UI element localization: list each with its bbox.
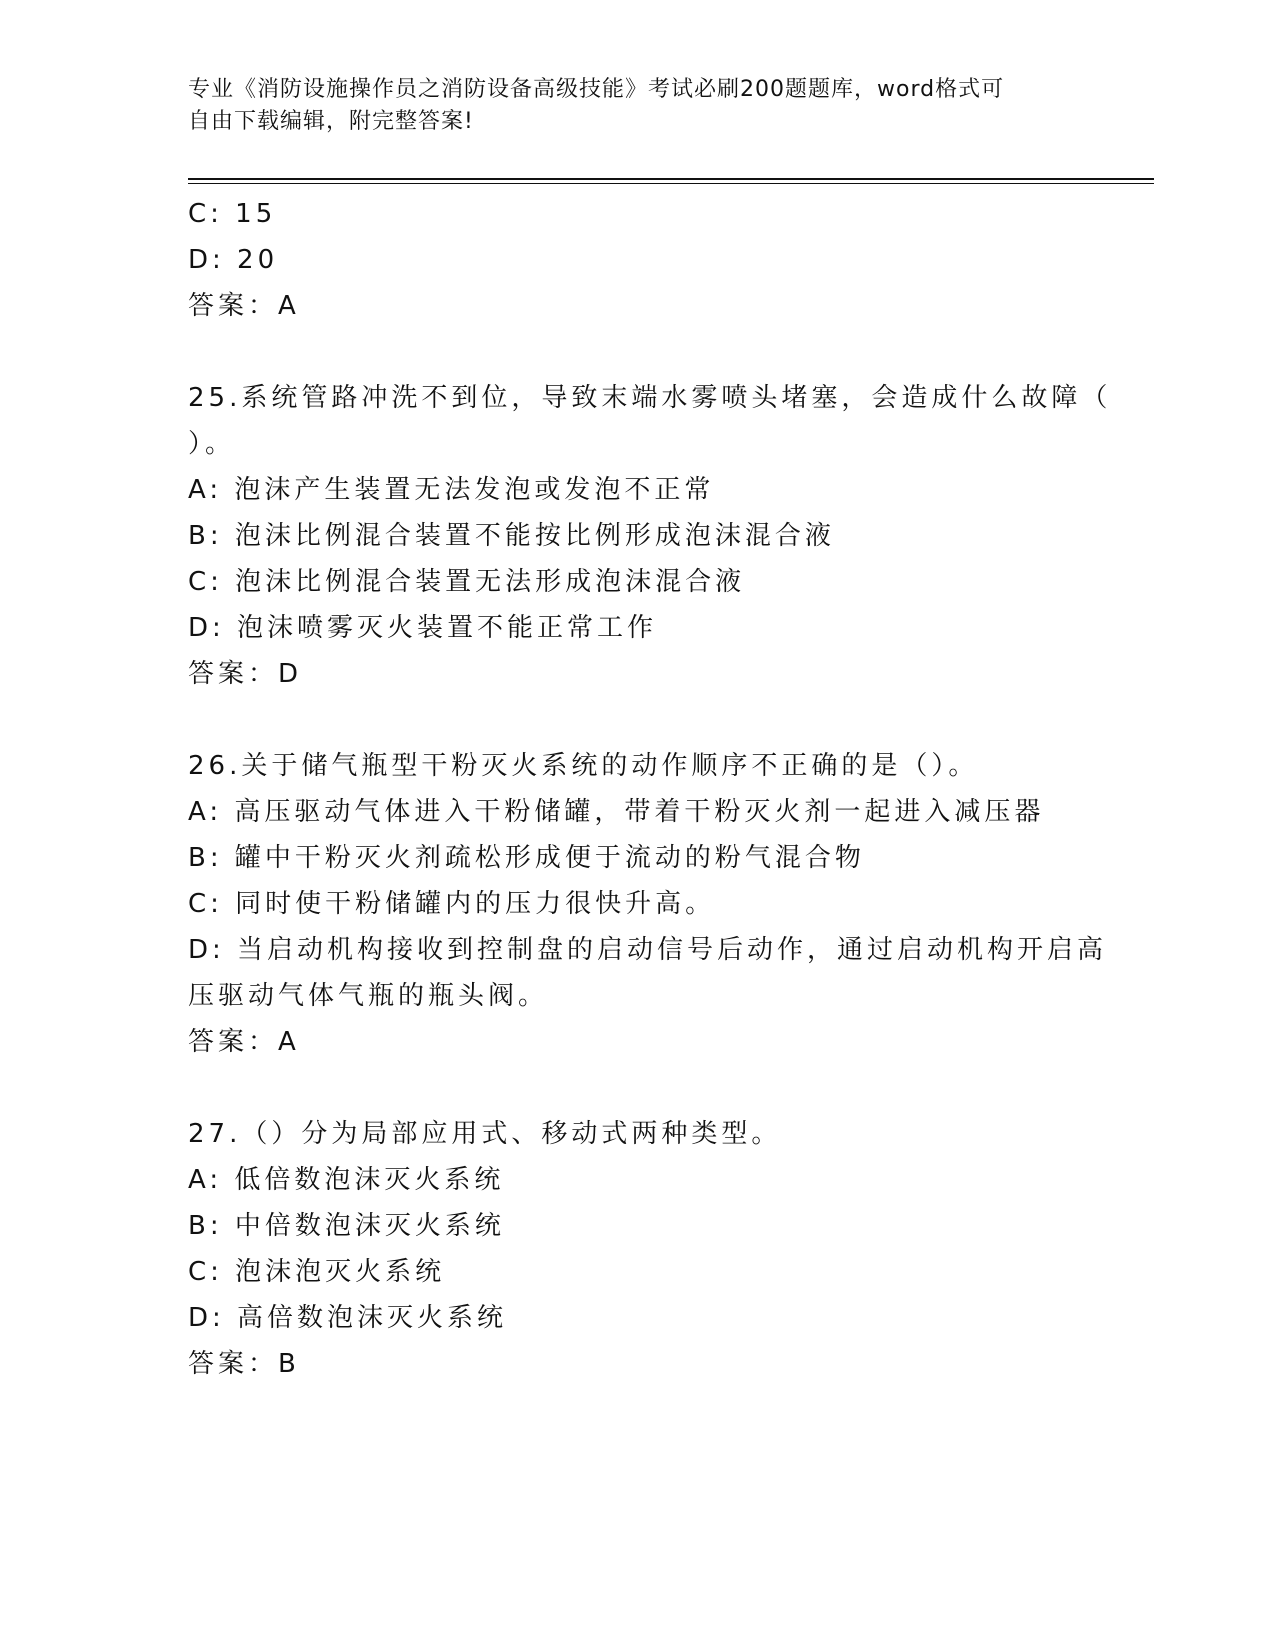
question-stem: 27.（）分为局部应用式、移动式两种类型。 [188, 1119, 782, 1149]
option-a: A: 低倍数泡沫灭火系统 [188, 1165, 505, 1195]
answer-line: 答案：B [188, 1349, 300, 1379]
header-divider-thin [188, 183, 1154, 184]
header-title-line-1: 专业《消防设施操作员之消防设备高级技能》考试必刷200题题库，word格式可 [188, 77, 1005, 102]
answer-line: 答案：A [188, 291, 300, 321]
question-stem: 26.关于储气瓶型干粉灭火系统的动作顺序不正确的是（）。 [188, 751, 979, 781]
option-b: B: 中倍数泡沫灭火系统 [188, 1211, 505, 1241]
answer-line: 答案：D [188, 659, 303, 689]
question-list [188, 191, 1112, 1387]
option-d: D: 泡沫喷雾灭火装置不能正常工作 [188, 613, 658, 643]
option-b: B: 罐中干粉灭火剂疏松形成便于流动的粉气混合物 [188, 843, 865, 873]
option-d: D: 20 [188, 245, 279, 275]
option-d: D: 高倍数泡沫灭火系统 [188, 1303, 508, 1333]
option-c: C: 泡沫泡灭火系统 [188, 1257, 446, 1287]
option-d: D: 当启动机构接收到控制盘的启动信号后动作，通过启动机构开启高 [188, 935, 1108, 965]
header-divider-thick [188, 178, 1154, 180]
option-a: A: 高压驱动气体进入干粉储罐，带着干粉灭火剂一起进入减压器 [188, 797, 1045, 827]
question-27 [188, 1111, 1088, 1387]
question-stem: 25.系统管路冲洗不到位，导致末端水雾喷头堵塞，会造成什么故障（ [188, 383, 1112, 413]
option-d-continued: 压驱动气体气瓶的瓶头阀。 [188, 981, 549, 1011]
header-title-line-2: 自由下载编辑，附完整答案! [188, 109, 474, 134]
question-25 [188, 375, 1112, 697]
question-stem-continued: ）。 [188, 429, 236, 459]
previous-question-tail [188, 191, 1088, 329]
option-c: C: 泡沫比例混合装置无法形成泡沫混合液 [188, 567, 746, 597]
option-c: C: 同时使干粉储罐内的压力很快升高。 [188, 889, 716, 919]
option-b: B: 泡沫比例混合装置不能按比例形成泡沫混合液 [188, 521, 835, 551]
question-26 [188, 743, 1108, 1065]
answer-line: 答案：A [188, 1027, 300, 1057]
option-c: C: 15 [188, 199, 277, 229]
document-header [188, 74, 1068, 138]
option-a: A: 泡沫产生装置无法发泡或发泡不正常 [188, 475, 715, 505]
